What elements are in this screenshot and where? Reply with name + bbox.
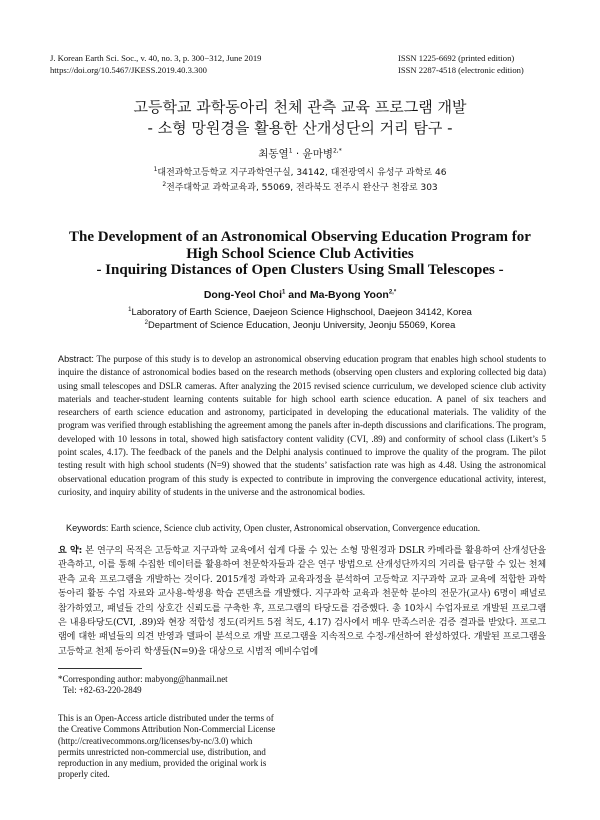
english-title — [40, 229, 560, 279]
english-affiliation-1-sup: 1 — [128, 306, 132, 313]
korean-author2-sup: 2,* — [332, 147, 342, 155]
issn-header — [398, 52, 524, 76]
issn-electronic: ISSN 2287-4518 (electronic edition) — [398, 65, 524, 75]
english-affiliation-2-sup: 2 — [144, 319, 149, 326]
corresponding-tel: Tel: +82-63-220-2849 — [63, 685, 142, 695]
english-affiliations — [40, 305, 560, 331]
issn-print: ISSN 1225-6692 (printed edition) — [398, 53, 515, 63]
english-affiliation-1-text: Laboratory of Earth Science, Daejeon Science Highschool, Daejeon 34142, Korea — [131, 306, 472, 317]
doi-link[interactable]: https://doi.org/10.5467/JKESS.2019.40.3.300 — [50, 65, 207, 75]
keywords-label: Keywords: — [66, 523, 109, 533]
korean-affiliations — [40, 166, 560, 196]
english-affiliation-2 — [40, 318, 560, 331]
english-title-line1: The Development of an Astronomical Observing Education Program for — [69, 229, 531, 245]
abstract-label: Abstract: — [58, 354, 94, 364]
korean-affiliation-1-text: 대전과학고등학교 지구과학연구실, 34142, 대전광역시 유성구 과학로 46 — [157, 168, 447, 178]
english-affiliation-1 — [40, 305, 560, 318]
english-author-and: and — [285, 289, 310, 301]
korean-abstract-label: 요 약: — [58, 546, 83, 556]
korean-author2: 윤마병 — [302, 148, 333, 160]
korean-abstract — [58, 544, 546, 659]
english-author1: Dong-Yeol Choi — [203, 289, 282, 301]
korean-affiliation-2 — [40, 181, 560, 196]
journal-citation: J. Korean Earth Sci. Soc., v. 40, no. 3, p. 300−312, June 2019 — [50, 53, 262, 63]
korean-authors — [40, 146, 560, 161]
keywords — [66, 522, 546, 535]
english-title-line3: - Inquiring Distances of Open Clusters Using Small Telescopes - — [96, 262, 504, 278]
korean-affiliation-2-sup: 2 — [162, 181, 167, 188]
corresponding-author: *Corresponding author: mabyong@hanmail.net — [58, 674, 228, 684]
korean-author1-sup: 1 — [288, 147, 293, 155]
english-author2: Ma-Byong Yoon — [309, 289, 389, 301]
keywords-text: Earth science, Science club activity, Open cluster, Astronomical observation, Convergence education. — [110, 523, 481, 533]
english-affiliation-2-text: Department of Science Education, Jeonju University, Jeonju 55069, Korea — [148, 319, 456, 330]
english-title-line2: High School Science Club Activities — [186, 245, 414, 262]
korean-title — [40, 97, 560, 139]
footnote-divider — [58, 668, 142, 669]
korean-title-line1: 고등학교 과학동아리 천체 관측 교육 프로그램 개발 — [133, 98, 467, 116]
korean-abstract-text: 본 연구의 목적은 고등학교 지구과학 교육에서 쉽게 다룰 수 있는 소형 망원경과 DSLR 카메라를 활용하여 산개성단을 관측하고, 이를 통해 수집한 데이터를 활용하여 천문학자들과 같은 연구 방법으로 산개성단까지의 거리를 탐구할 수 있는 천체 관측 교육 프로그램을 개발하는 것이다. 2015개정 과학과 교육과정을 분석하여 고등학교 지구과학 교과 교육에 적합한 과학 동아리 활동 수업 자료와 교사용-학생용 학습 콘텐츠를 개발했다. 지구과학 교육과 천문학 분야의 전문가(교사) 6명이 패널로 참가하였고, 패널들 간의 상호간 신뢰도를 구축한 후, 프로그램의 타당도를 검증했다. 총 10차시 수업자료로 개발된 프로그램은 내용타당도(CVI, .89)와 현장 적합성 정도(리커트 5점 척도, 4.17) 검사에서 매우 만족스러운 검증 결과를 받았다. 프로그램에 대한 패널들의 의견 반영과 델파이 분석으로 개발 프로그램을 지속적으로 수정-개선하여 완성하였다. 개발된 프로그램을 고등학교 천체 동아리 학생들(N=9)을 대상으로 시범적 예비수업에 — [58, 546, 546, 657]
korean-affiliation-1 — [40, 166, 560, 181]
journal-header — [50, 52, 261, 76]
english-author1-sup: 1 — [282, 289, 286, 296]
correspondence-footnote — [58, 674, 228, 696]
english-abstract — [58, 353, 546, 499]
abstract-text: The purpose of this study is to develop an astronomical observing education program that enables high school students to inquire the distance of astronomical bodies based on the research methods (observing open clusters and exploring collected big data) using small telescopes and DSLR cameras. After analyzing the 2015 revised science curriculum, we developed science club activity materials and teacher-student learning contents suitable for high school earth science education. A panel of six teachers and researchers of earth science education and astronomy, participated in developing the educational materials. The validity of the program was verified through establishing the agreement among the panels after in-depth discussions and clarifications. The program, developed with 10 lessons in total, showed high satisfactory content validity (CVI, .89) and conformity of school class (Likert’s 5 point scales, 4.17). The feedback of the panels and the Delphi analysis continued to improve the quality of the program. The pilot testing result with high school students (N=9) showed that the students’ satisfaction rate was high as 4.48. Using the astronomical observational education program of this study is expected to contribute in improving the convergence educational activity, interest, curiosity, and inquiry ability of students in the universe and the astronomical bodies. — [58, 354, 546, 497]
korean-affiliation-2-text: 전주대학교 과학교육과, 55069, 전라북도 전주시 완산구 천잠로 303 — [166, 183, 438, 193]
english-author2-sup: 2,* — [388, 289, 397, 296]
korean-title-line2: - 소형 망원경을 활용한 산개성단의 거리 탐구 - — [147, 119, 453, 137]
english-authors — [40, 289, 560, 301]
license-footnote: This is an Open-Access article distributed under the terms of the Creative Commons Attribution Non-Commercial License (http://creativecommons.org/licenses/by-nc/3.0) which permits unrestricted non-commercial use, distribution, and reproduction in any medium, provided the original work is properly cited. — [58, 713, 276, 780]
korean-affiliation-1-sup: 1 — [153, 166, 158, 173]
korean-author1: 최동열 — [258, 148, 289, 160]
korean-author-separator: · — [292, 148, 303, 160]
